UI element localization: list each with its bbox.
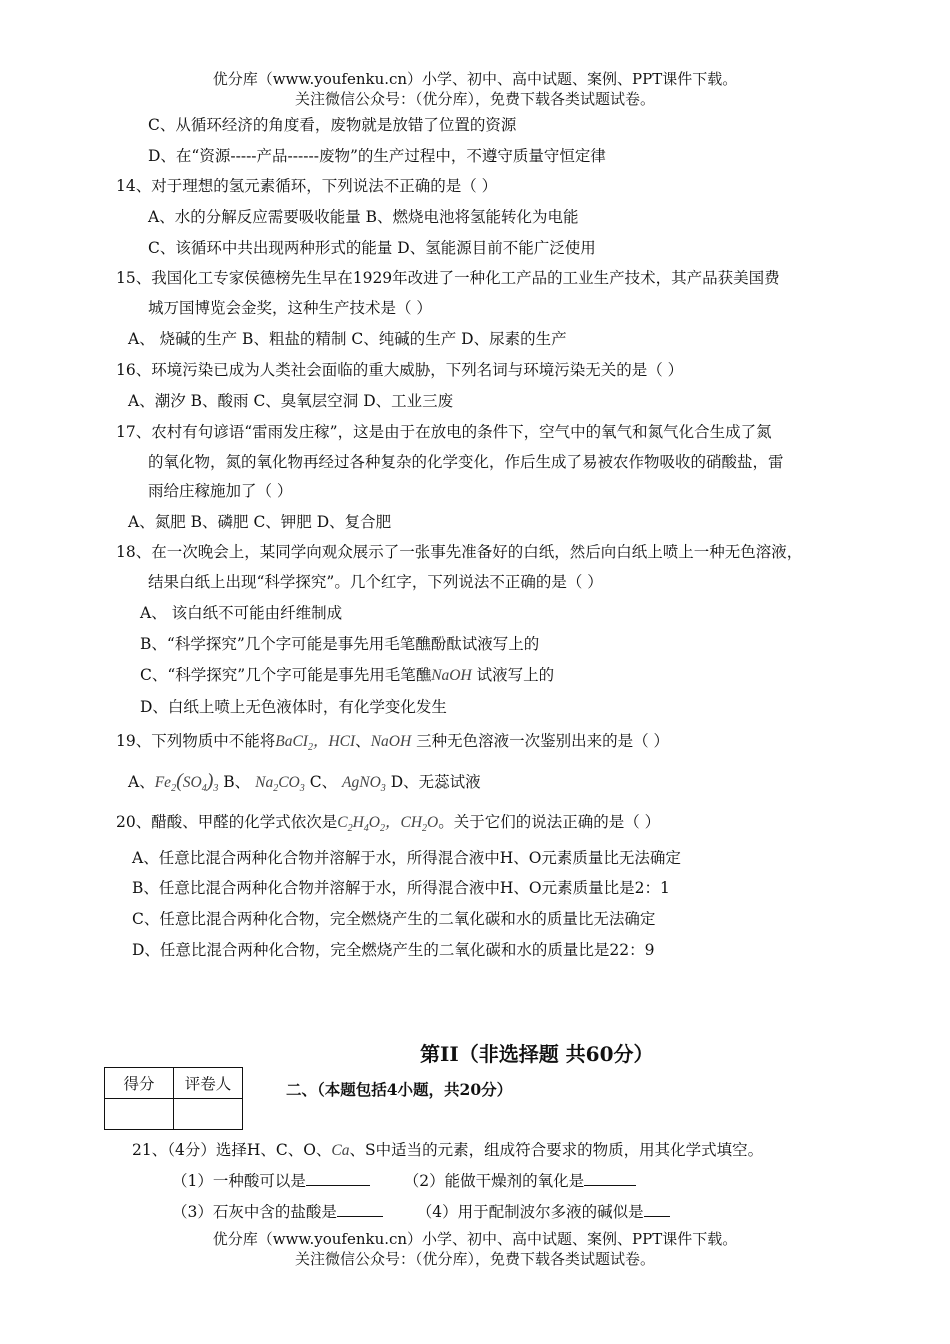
q17-options: A、氮肥 B、磷肥 C、钾肥 D、复合肥: [128, 513, 392, 531]
fe2so43-formula: [154, 770, 219, 795]
q21-row-1: [172, 1171, 636, 1191]
q21-stem-post: 、S中适当的元素，组成符合要求的物质，用其化学式填空。: [349, 1141, 764, 1159]
c-text: C: [337, 814, 348, 831]
section-2-subtitle: 二、（本题包括4小题，共20分）: [286, 1080, 513, 1099]
co-sub: 3: [299, 783, 305, 795]
q18-option-b: B、“科学探究”几个字可能是事先用毛笔醮酚酞试液写上的: [140, 635, 540, 653]
so4-sub: 4: [201, 783, 207, 795]
acetic-acid-formula: [337, 814, 401, 835]
q21-item-2: （2）能做干燥剂的氧化是: [403, 1172, 585, 1190]
q19-option-b-label: B、: [223, 773, 251, 791]
q21-stem-pre: 21、（4分）选择H、C、O、: [132, 1141, 332, 1159]
na2co3-formula: [255, 774, 305, 795]
q20-option-b: B、任意比混合两种化合物并溶解于水，所得混合液中H、O元素质量比是2：1: [132, 879, 670, 897]
naoh-formula-19: NaOH: [370, 733, 412, 750]
q21-row-2: [172, 1202, 670, 1222]
q15-options: A、 烧碱的生产 B、粗盐的精制 C、纯碱的生产 D、尿素的生产: [128, 330, 567, 348]
q18-option-c-post: 试液写上的: [476, 666, 555, 684]
h-text: H: [352, 814, 364, 831]
q19-option-c-label: C、: [309, 773, 338, 791]
score-cell[interactable]: [105, 1099, 174, 1130]
q21-stem: [132, 1140, 763, 1161]
na-sub: 2: [273, 783, 279, 795]
ch-text: CH: [400, 814, 423, 831]
q17-stem-3: 雨给庄稼施加了（ ）: [148, 482, 293, 500]
o-text: O: [368, 814, 380, 831]
q18-stem-1: 18、在一次晚会上，某同学向观众展示了一张事先准备好的白纸，然后向白纸上喷上一种无色溶液，: [116, 543, 803, 561]
header-line-1: 优分库（www.youfenku.cn）小学、初中、高中试题、案例、PPT课件下载。: [212, 70, 738, 88]
footer-line-2: 关注微信公众号：（优分库），免费下载各类试题试卷。: [294, 1250, 655, 1268]
o2-text: O: [427, 814, 439, 831]
so4-text: SO: [182, 774, 202, 791]
q20-stem-pre: 20、醋酸、甲醛的化学式依次是: [116, 813, 338, 831]
q21-blank-2[interactable]: [584, 1171, 636, 1186]
q19-stem: [116, 731, 669, 758]
q20-stem: [116, 812, 660, 839]
q21-blank-4[interactable]: [644, 1202, 670, 1217]
q21-blank-1[interactable]: [306, 1171, 370, 1186]
fe-text: Fe: [154, 774, 172, 791]
q19-option-a-label: A、: [128, 773, 155, 791]
q14-options-row-1: A、水的分解反应需要吸收能量 B、燃烧电池将氢能转化为电能: [148, 208, 579, 226]
so4-outer-sub: 3: [213, 783, 219, 795]
header-line-2: 关注微信公众号：（优分库），免费下载各类试题试卷。: [294, 90, 655, 108]
q19-stem-post: 三种无色溶液一次鉴别出来的是（ ）: [416, 732, 670, 750]
q13-option-c: C、从循环经济的角度看，废物就是放错了位置的资源: [148, 116, 517, 134]
q20-stem-post: 。关于它们的说法正确的是（ ）: [438, 813, 661, 831]
hcl-text: HCI: [328, 733, 356, 750]
agno-text: AgNO: [342, 774, 381, 791]
q21-blank-3[interactable]: [337, 1202, 383, 1217]
naoh-formula: NaOH: [431, 667, 472, 684]
q15-stem-1: 15、我国化工专家侯德榜先生早在1929年改进了一种化工产品的工业生产技术，其产品获美国费: [116, 269, 780, 287]
q18-option-c: [140, 665, 554, 686]
score-table: [104, 1067, 243, 1130]
q18-stem-2: 结果白纸上出现“科学探究”。几个红字，下列说法不正确的是（ ）: [148, 573, 603, 591]
q13-option-d: D、在“资源-----产品------废物”的生产过程中，不遵守质量守恒定律: [148, 147, 606, 165]
q14-stem: 14、对于理想的氢元素循环，下列说法不正确的是（ ）: [116, 177, 498, 195]
ch-sub: 2: [422, 823, 428, 835]
formula-sep-2: 、: [355, 732, 371, 750]
q18-option-a: A、 该白纸不可能由纤维制成: [140, 604, 343, 622]
bacl-text: BaCI: [275, 733, 308, 750]
agno3-formula: [342, 774, 386, 795]
q16-stem: 16、环境污染已成为人类社会面临的重大威胁，下列名词与环境污染无关的是（ ）: [116, 361, 684, 379]
q17-stem-2: 的氧化物，氮的氧化物再经过各种复杂的化学变化，作后生成了易被农作物吸收的硝酸盐，雷: [148, 453, 784, 471]
q19-option-d: D、无蕊试液: [390, 773, 481, 791]
q16-options: A、潮汐 B、酸雨 C、臭氧层空洞 D、工业三废: [128, 392, 454, 410]
fe-sub: 2: [171, 783, 177, 795]
bacl2-formula: [275, 733, 356, 754]
q18-option-d: D、白纸上喷上无色液体时，有化学变化发生: [140, 698, 447, 716]
section-2-title: 第II（非选择题 共60分）: [420, 1042, 654, 1066]
q20-option-d: D、任意比混合两种化合物，完全燃烧产生的二氧化碳和水的质量比是22：9: [132, 941, 655, 959]
h-sub: 4: [363, 823, 369, 835]
ca-formula: Ca: [331, 1142, 350, 1159]
q20-option-c: C、任意比混合两种化合物，完全燃烧产生的二氧化碳和水的质量比无法确定: [132, 910, 656, 928]
paren-close: ): [206, 770, 214, 792]
na-text: Na: [255, 774, 274, 791]
formula-sep-1: ，: [312, 733, 329, 750]
q17-stem-1: 17、农村有句谚语“雷雨发庄稼”，这是由于在放电的条件下，空气中的氧气和氮气化合生成了氮: [116, 423, 772, 441]
score-label: 得分: [105, 1068, 174, 1099]
co-text: CO: [278, 774, 300, 791]
q20-option-a: A、任意比混合两种化合物并溶解于水，所得混合液中H、O元素质量比无法确定: [132, 849, 681, 867]
formaldehyde-formula: [400, 814, 439, 835]
grader-label: 评卷人: [174, 1068, 243, 1099]
q19-stem-pre: 19、下列物质中不能将: [116, 732, 276, 750]
q21-item-1: （1）一种酸可以是: [172, 1172, 306, 1190]
c-sub: 2: [347, 823, 353, 835]
q19-options: [128, 771, 481, 799]
q21-item-4: （4）用于配制波尔多液的碱似是: [416, 1203, 644, 1221]
q21-item-3: （3）石灰中含的盐酸是: [172, 1203, 337, 1221]
bacl-sub: 2: [307, 742, 313, 754]
q18-option-c-pre: C、“科学探究”几个字可能是事先用毛笔醮: [140, 666, 432, 684]
paren-open: (: [176, 770, 183, 792]
q14-options-row-2: C、该循环中共出现两种形式的能量 D、氢能源目前不能广泛使用: [148, 239, 596, 257]
q15-stem-2: 城万国博览会金奖，这种生产技术是（ ）: [148, 299, 432, 317]
grader-cell[interactable]: [174, 1099, 243, 1130]
o-sub: 2: [379, 823, 385, 835]
formula-sep: ，: [384, 814, 401, 831]
footer-line-1: 优分库（www.youfenku.cn）小学、初中、高中试题、案例、PPT课件下载。: [212, 1230, 738, 1248]
agno-sub: 3: [380, 783, 386, 795]
